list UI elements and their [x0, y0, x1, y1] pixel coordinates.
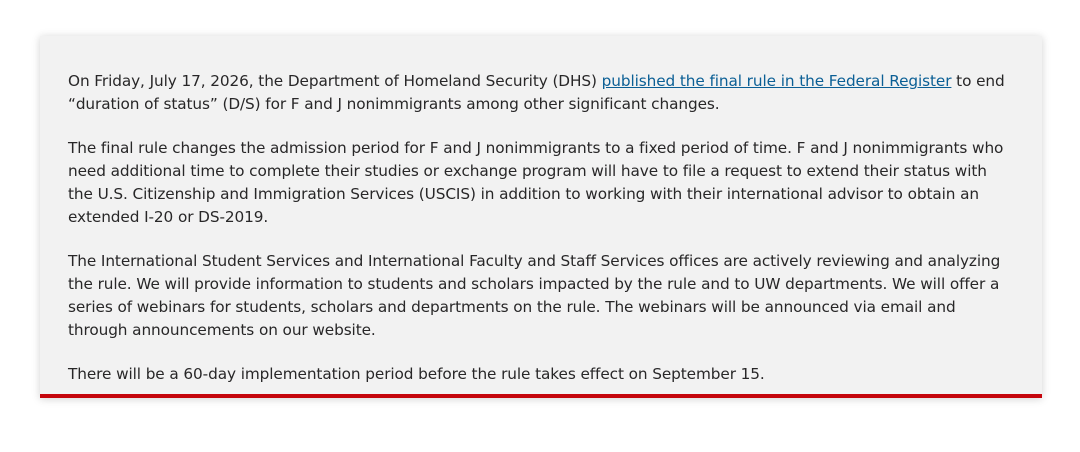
announcement-paragraph-4: There will be a 60-day implementation period before the rule takes effect on September 15. [68, 365, 765, 383]
announcement-card [40, 36, 1042, 398]
announcement-paragraph-3: The International Student Services and International Faculty and Staff Services offices are actively reviewing and analyzing the rule. We will provide information to students and scholars impacted by the rule and to UW departments. We will offer a series of webinars for students, scholars and departments on the rule. The webinars will be announced via email and through announcements on our website. [68, 252, 1001, 339]
announcement-paragraph-2: The final rule changes the admission period for F and J nonimmigrants to a fixed period of time. F and J nonimmigrants who need additional time to complete their studies or exchange program will have to file a request to extend their status with the U.S. Citizenship and Immigration Services (USCIS) in addition to working with their international advisor to obtain an extended I-20 or DS-2019. [68, 139, 1004, 226]
announcement-paragraph-1 [68, 70, 1014, 116]
federal-register-link[interactable]: published the final rule in the Federal Register [601, 72, 952, 90]
paragraph-1-text-start: On Friday, July 17, 2026, the Department of Homeland Security (DHS) [68, 72, 602, 90]
paragraph-1-text-end: to end “duration of status” (D/S) for F and J nonimmigrants among other significant changes. [68, 72, 1005, 113]
